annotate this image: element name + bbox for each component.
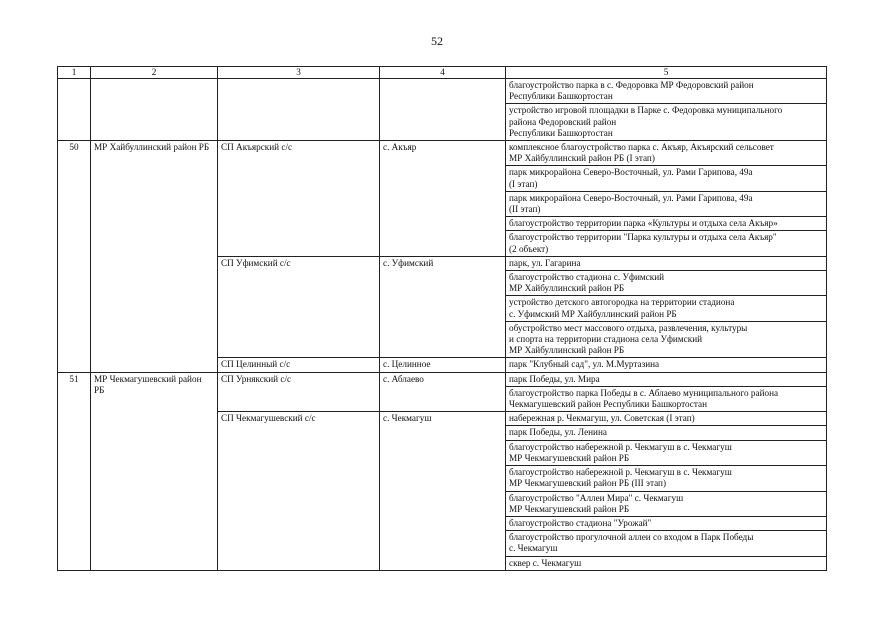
object-line: обустройство мест массового отдыха, развлечения, культуры <box>509 322 748 333</box>
district-cell <box>91 79 218 141</box>
object-line: МР Хайбуллинский район РБ <box>509 345 625 356</box>
settlement-cell: СП Чекмагушевский с/с <box>218 412 380 570</box>
object-line: Республики Башкортостан <box>509 127 613 138</box>
object-line: благоустройство парка в с. Федоровка МР Федоровский район <box>509 80 754 90</box>
object-cell <box>506 141 827 166</box>
row-number-cell: 50 <box>58 141 91 373</box>
registry-table <box>57 66 827 571</box>
object-line: с. Чекмагуш <box>509 543 558 554</box>
settlement-cell: СП Акъярский с/с <box>218 141 380 257</box>
object-cell <box>506 104 827 141</box>
object-line: благоустройство территории парка «Культуры и отдыха села Акъяр» <box>509 218 778 229</box>
object-line: и спорта на территории стадиона села Уфимский <box>509 334 703 345</box>
object-line: комплексное благоустройство парка с. Акъяр, Акъярский сельсовет <box>509 142 774 153</box>
object-cell <box>506 516 827 530</box>
object-line: (I этап) <box>509 178 538 189</box>
object-line: МР Чекмагушевский район РБ (III этап) <box>509 478 667 489</box>
object-line: района Федоровский район <box>509 116 617 127</box>
object-cell <box>506 491 827 516</box>
column-number: 5 <box>506 67 827 79</box>
object-line: благоустройство территории "Парка культуры и отдыха села Акъяр" <box>509 232 777 243</box>
object-cell <box>506 321 827 358</box>
table-row <box>58 79 827 104</box>
object-line: благоустройство стадиона с. Уфимский <box>509 272 665 283</box>
object-line: парк "Клубный сад", ул. М.Муртазина <box>509 359 660 370</box>
row-number-cell: 51 <box>58 372 91 570</box>
object-line: (II этап) <box>509 204 541 215</box>
object-line: парк, ул. Гагарина <box>509 257 581 268</box>
settlement-cell <box>218 79 380 141</box>
object-cell <box>506 217 827 231</box>
column-number: 3 <box>218 67 380 79</box>
object-line: благоустройство набережной р. Чекмагуш в с. Чекмагуш <box>509 467 732 478</box>
object-line: парк Победы, ул. Мира <box>509 373 600 384</box>
object-line: МР Хайбуллинский район РБ (I этап) <box>509 153 655 164</box>
district-cell: МР Чекмагушевский район РБ <box>91 372 218 570</box>
object-cell <box>506 556 827 570</box>
table-row <box>58 141 827 166</box>
row-number-cell <box>58 79 91 141</box>
object-line: благоустройство "Аллеи Мира" с. Чекмагуш <box>509 492 684 503</box>
object-line: Чекмагушевский район Республики Башкортостан <box>509 399 708 410</box>
object-line: благоустройство прогулочной аллеи со входом в Парк Победы <box>509 532 754 543</box>
locality-cell: с. Чекмагуш <box>380 412 506 570</box>
object-cell <box>506 372 827 386</box>
locality-cell: с. Акъяр <box>380 141 506 257</box>
locality-cell <box>380 79 506 141</box>
object-line: парк Победы, ул. Ленина <box>509 427 607 438</box>
object-line: Республики Башкортостан <box>509 91 613 102</box>
object-cell <box>506 531 827 556</box>
column-number: 2 <box>91 67 218 79</box>
object-cell <box>506 166 827 191</box>
object-line: МР Хайбуллинский район РБ <box>509 283 625 294</box>
object-line: МР Чекмагушевский район РБ <box>509 503 630 514</box>
object-line: устройство игровой площадки в Парке с. Федоровка муниципального <box>509 105 783 116</box>
object-line: парк микрорайона Северо-Восточный, ул. Рами Гарипова, 49а <box>509 192 753 203</box>
object-line: сквер с. Чекмагуш <box>509 557 582 568</box>
object-line: МР Чекмагушевский район РБ <box>509 452 630 463</box>
settlement-cell: СП Уфимский с/с <box>218 256 380 358</box>
table-row <box>58 372 827 386</box>
object-line: устройство детского автогородка на территории стадиона <box>509 297 735 308</box>
object-cell <box>506 79 827 104</box>
object-cell <box>506 271 827 296</box>
object-cell <box>506 191 827 216</box>
locality-cell: с. Целинное <box>380 358 506 372</box>
settlement-cell: СП Урнякский с/с <box>218 372 380 412</box>
object-line: благоустройство парка Победы в с. Аблаево муниципального района <box>509 387 779 398</box>
object-cell <box>506 426 827 440</box>
object-line: набережная р. Чекмагуш, ул. Советская (I этап) <box>509 413 695 424</box>
object-cell <box>506 256 827 270</box>
object-line: (2 объект) <box>509 243 549 254</box>
object-cell <box>506 386 827 411</box>
object-line: с. Уфимский МР Хайбуллинский район РБ <box>509 308 677 319</box>
object-line: благоустройство стадиона "Урожай" <box>509 517 652 528</box>
object-cell <box>506 296 827 321</box>
object-cell <box>506 231 827 256</box>
column-number: 4 <box>380 67 506 79</box>
column-number-row <box>58 67 827 79</box>
object-line: парк микрорайона Северо-Восточный, ул. Рами Гарипова, 49а <box>509 167 753 178</box>
object-cell <box>506 440 827 465</box>
page-number: 52 <box>431 34 443 48</box>
locality-cell: с. Уфимский <box>380 256 506 358</box>
object-cell <box>506 466 827 491</box>
object-cell <box>506 358 827 372</box>
column-number: 1 <box>58 67 91 79</box>
district-cell: МР Хайбуллинский район РБ <box>91 141 218 373</box>
object-cell <box>506 412 827 426</box>
settlement-cell: СП Целинный с/с <box>218 358 380 372</box>
object-line: благоустройство набережной р. Чекмагуш в с. Чекмагуш <box>509 441 732 452</box>
locality-cell: с. Аблаево <box>380 372 506 412</box>
